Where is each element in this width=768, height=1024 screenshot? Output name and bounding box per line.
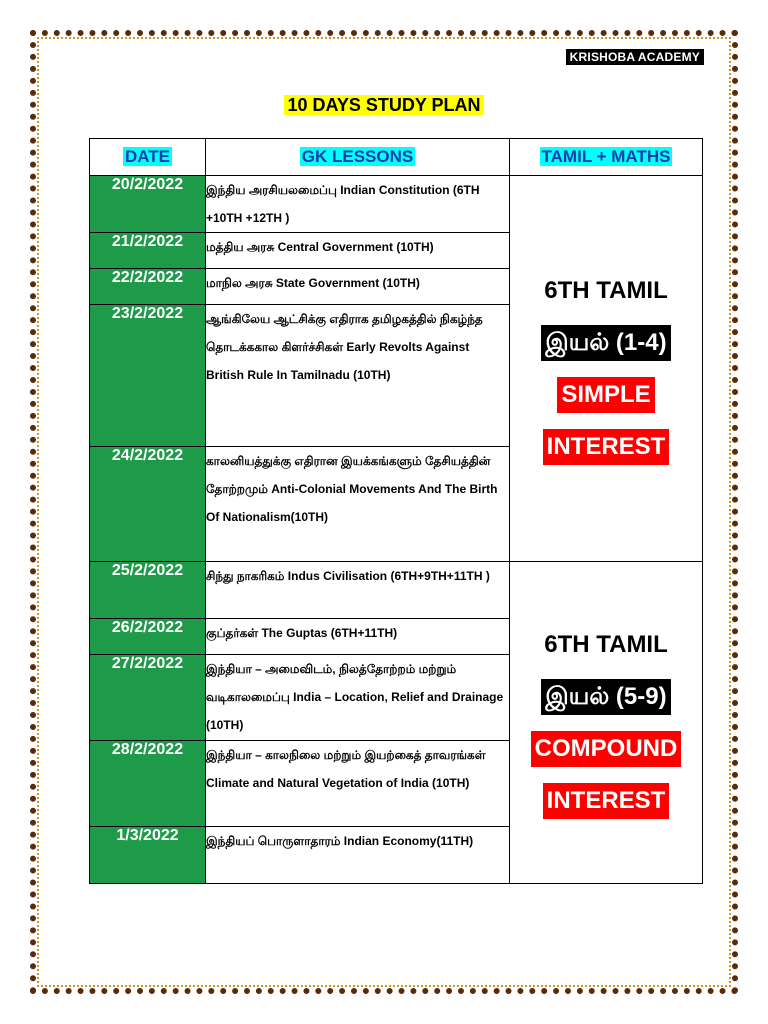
gk-header: GK LESSONS: [206, 139, 510, 176]
tamil-label: 6TH TAMIL: [544, 276, 668, 304]
date-cell: 23/2/2022: [90, 305, 206, 447]
date-cell: 25/2/2022: [90, 562, 206, 619]
lesson-cell: மாநில அரசு State Government (10TH): [206, 269, 510, 305]
table-row: [90, 176, 703, 233]
date-cell: 1/3/2022: [90, 827, 206, 884]
table-header-row: [90, 139, 703, 176]
date-cell: 21/2/2022: [90, 233, 206, 269]
study-plan-table: [89, 138, 703, 884]
lesson-cell: குப்தர்கள் The Guptas (6TH+11TH): [206, 619, 510, 655]
date-cell: 26/2/2022: [90, 619, 206, 655]
tamil-maths-block-2: [510, 562, 703, 884]
lesson-cell: இந்தியப் பொருளாதாரம் Indian Economy(11TH): [206, 827, 510, 884]
math-topic-line2: INTEREST: [543, 783, 670, 819]
lesson-cell: இந்தியா – காலநிலை மற்றும் இயற்கைத் தாவரங்கள் Climate and Natural Vegetation of India (10TH): [206, 741, 510, 827]
tamil-label: 6TH TAMIL: [544, 630, 668, 658]
tamil-maths-header: TAMIL + MATHS: [510, 139, 703, 176]
date-cell: 22/2/2022: [90, 269, 206, 305]
lesson-cell: ஆங்கிலேய ஆட்சிக்கு எதிராக தமிழகத்தில் நிகழ்ந்த தொடக்ககால கிளர்ச்சிகள் Early Revolts Against British Rule In Tamilnadu (10TH): [206, 305, 510, 447]
math-topic-line2: INTEREST: [543, 429, 670, 465]
date-cell: 20/2/2022: [90, 176, 206, 233]
page-title: 10 DAYS STUDY PLAN: [284, 95, 483, 115]
math-topic-line1: SIMPLE: [557, 377, 654, 413]
lesson-cell: இந்தியா – அமைவிடம், நிலத்தோற்றம் மற்றும் வடிகாலமைப்பு India – Location, Relief and Drainage (10TH): [206, 655, 510, 741]
date-header: DATE: [90, 139, 206, 176]
iyal-label: இயல் (1-4): [541, 325, 670, 361]
date-cell: 28/2/2022: [90, 741, 206, 827]
iyal-label: இயல் (5-9): [541, 679, 670, 715]
academy-badge: KRISHOBA ACADEMY: [566, 49, 704, 65]
math-topic-line1: COMPOUND: [531, 731, 682, 767]
lesson-cell: சிந்து நாகரிகம் Indus Civilisation (6TH+9TH+11TH ): [206, 562, 510, 619]
lesson-cell: மத்திய அரசு Central Government (10TH): [206, 233, 510, 269]
tamil-maths-block-1: [510, 176, 703, 562]
page-title-wrap: [0, 95, 768, 116]
date-cell: 27/2/2022: [90, 655, 206, 741]
date-cell: 24/2/2022: [90, 447, 206, 562]
table-row: [90, 562, 703, 619]
lesson-cell: காலனியத்துக்கு எதிரான இயக்கங்களும் தேசியத்தின் தோற்றமும் Anti-Colonial Movements And The Birth Of Nationalism(10TH): [206, 447, 510, 562]
lesson-cell: இந்திய அரசியலமைப்பு Indian Constitution (6TH +10TH +12TH ): [206, 176, 510, 233]
